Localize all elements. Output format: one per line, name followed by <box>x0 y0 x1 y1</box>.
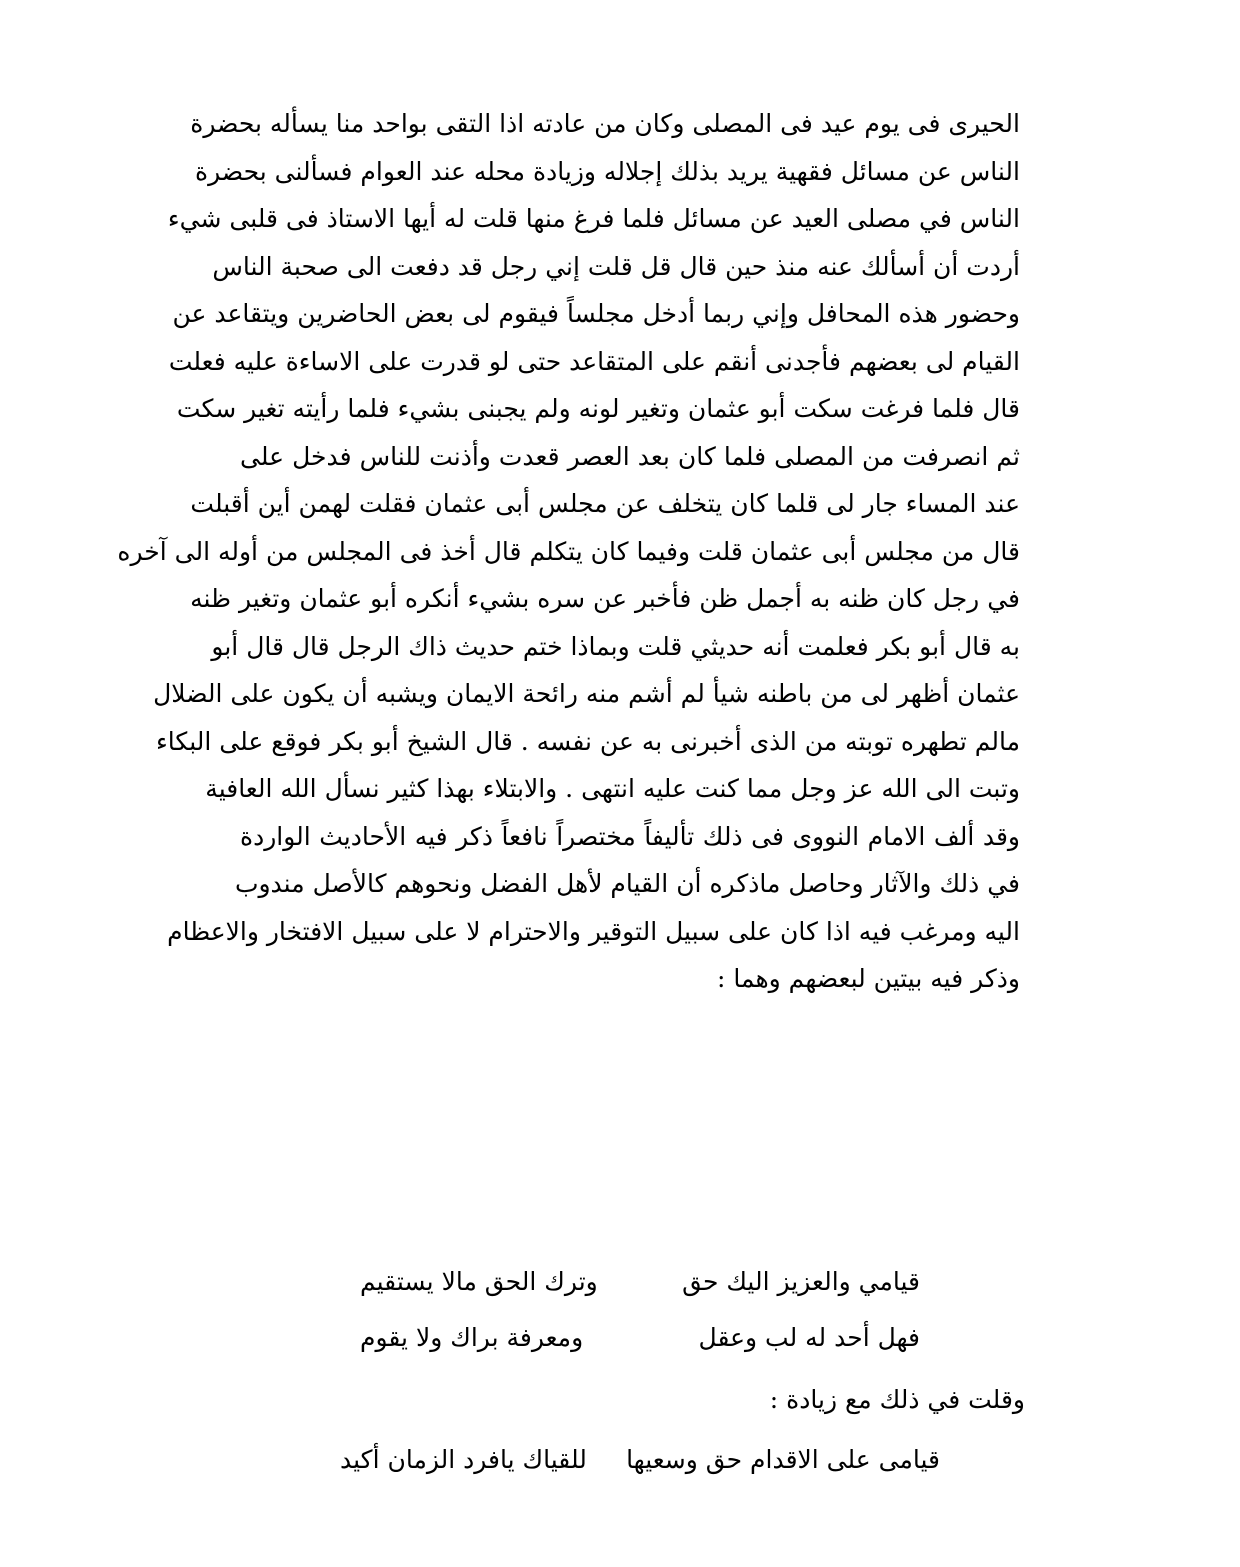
text-line: مالم تطهره توبته من الذى أخبرنى به عن نفسه . قال الشيخ أبو بكر فوقع على البكاء <box>156 726 1020 756</box>
verse-second-hemistich: ومعرفة براك ولا يقوم <box>360 1323 584 1352</box>
verse-intro: وقلت في ذلك مع زيادة : <box>769 1385 1025 1414</box>
verse-line <box>360 1318 920 1358</box>
text-line: الحيرى فى يوم عيد فى المصلى وكان من عادته اذا التقى بواحد منا يسأله بحضرة <box>190 109 1020 138</box>
verse-first-hemistich: قيامي والعزيز اليك حق <box>682 1267 920 1296</box>
text-line: أردت أن أسألك عنه منذ حين قال قل قلت إني رجل قد دفعت الى صحبة الناس <box>212 251 1020 281</box>
text-line: ثم انصرفت من المصلى فلما كان بعد العصر قعدت وأذنت للناس فدخل على <box>240 441 1020 471</box>
text-line: وذكر فيه بيتين لبعضهم وهما : <box>717 964 1020 993</box>
verse-line <box>360 1262 920 1302</box>
text-line: به قال أبو بكر فعلمت أنه حديثي قلت وبماذا ختم حديث ذاك الرجل قال قال أبو <box>211 631 1020 661</box>
verse-second-hemistich: وترك الحق مالا يستقيم <box>360 1267 598 1296</box>
text-line: في ذلك والآثار وحاصل ماذكره أن القيام لأهل الفضل ونحوهم كالأصل مندوب <box>234 869 1020 898</box>
verse-line <box>340 1440 940 1480</box>
text-line: الناس عن مسائل فقهية يريد بذلك إجلاله وزيادة محله عند العوام فسألنى بحضرة <box>195 156 1020 186</box>
text-line: عثمان أظهر لى من باطنه شيأ لم أشم منه رائحة الايمان ويشبه أن يكون على الضلال <box>153 679 1020 708</box>
verse-second-hemistich: للقياك يافرد الزمان أكيد <box>340 1445 587 1474</box>
verse-first-hemistich: قيامى على الاقدام حق وسعيها <box>626 1445 940 1474</box>
text-line: اليه ومرغب فيه اذا كان على سبيل التوقير والاحترام لا على سبيل الافتخار والاعظام <box>167 916 1020 946</box>
text-line: عند المساء جار لى قلما كان يتخلف عن مجلس أبى عثمان فقلت لهمن أين أقبلت <box>190 489 1020 518</box>
text-line: قال من مجلس أبى عثمان قلت وفيما كان يتكلم قال أخذ فى المجلس من أوله الى آخره <box>117 536 1020 566</box>
text-line: قال فلما فرغت سكت أبو عثمان وتغير لونه ولم يجبنى بشيء فلما رأيته تغير سكت <box>176 394 1020 423</box>
verse-first-hemistich: فهل أحد له لب وعقل <box>698 1323 920 1352</box>
body-text <box>117 100 1020 1003</box>
text-line: وتبت الى الله عز وجل مما كنت عليه انتهى . والابتلاء بهذا كثير نسأل الله العافية <box>205 774 1020 803</box>
text-line: الناس في مصلى العيد عن مسائل فلما فرغ منها قلت له أيها الاستاذ فى قلبى شيء <box>167 204 1020 233</box>
text-line: القيام لى بعضهم فأجدنى أنقم على المتقاعد حتى لو قدرت على الاساءة عليه فعلت <box>168 346 1020 376</box>
text-line: وحضور هذه المحافل وإني ربما أدخل مجلساً فيقوم لى بعض الحاضرين ويتقاعد عن <box>172 299 1020 328</box>
text-line: وقد ألف الامام النووى فى ذلك تأليفاً مختصراً نافعاً ذكر فيه الأحاديث الواردة <box>240 821 1020 851</box>
text-line: في رجل كان ظنه به أجمل ظن فأخبر عن سره بشيء أنكره أبو عثمان وتغير ظنه <box>190 584 1020 613</box>
